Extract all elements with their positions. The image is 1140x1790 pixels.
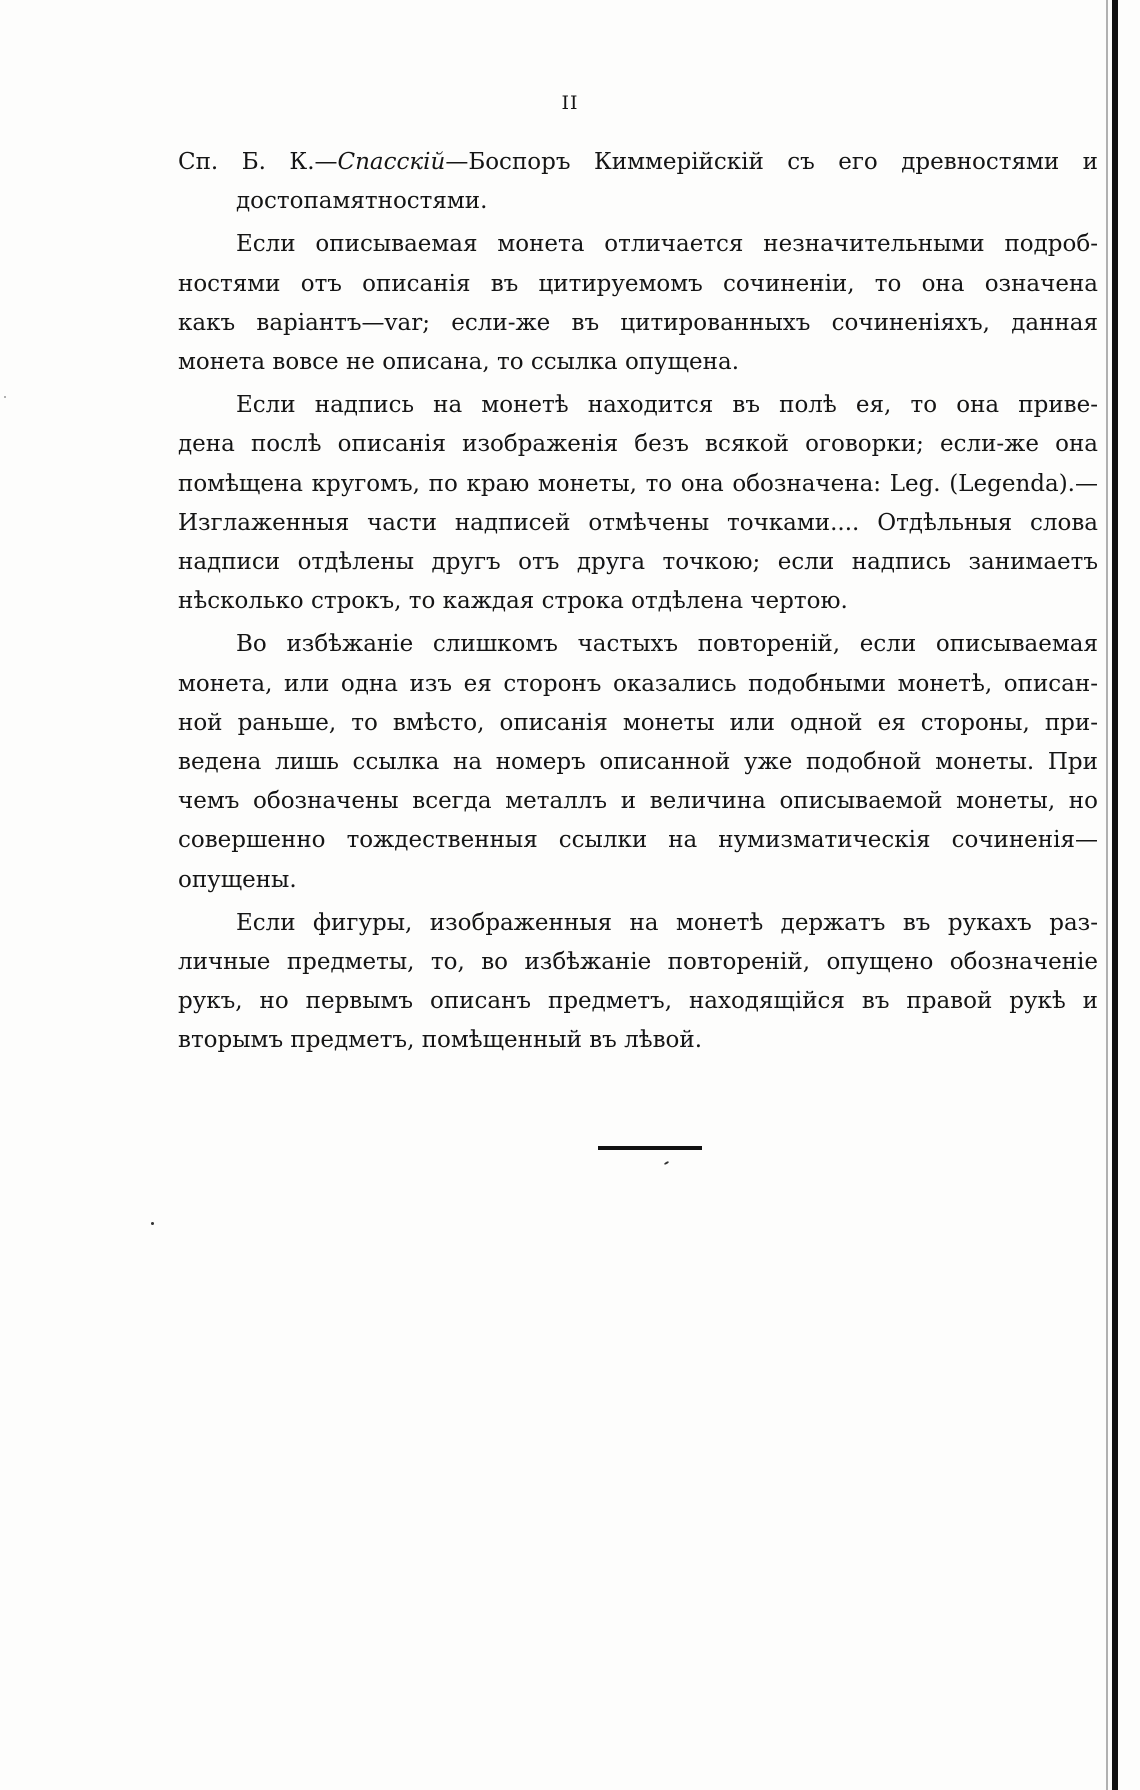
text-line: ведена лишь ссылка на номеръ описанной уже подобной монеты. При [178,749,1098,776]
text-line: Изглаженныя части надписей отмѣчены точками.... Отдѣльныя слова [178,509,1098,536]
text-line: надписи отдѣлены другъ отъ друга точкою; если надпись занимаетъ [178,549,1098,576]
paragraph [178,386,1098,621]
text-line: вторымъ предметъ, помѣщенный въ лѣвой. [178,1027,703,1054]
text-line: помѣщена кругомъ, по краю монеты, то она обозначена: Leg. (Legenda).— [178,470,1098,497]
text-line: Если описываемая монета отличается незначительными подроб- [236,231,1098,258]
page-number: II [561,92,579,114]
text-line: какъ варіантъ—var; если-же въ цитированныхъ сочиненіяхъ, данная [178,309,1098,336]
scan-speck [4,396,6,398]
paragraph [178,225,1098,382]
text-line: личные предметы, то, во избѣжаніе повтореній, опущено обозначеніе [178,949,1098,976]
scan-speck [664,1161,669,1165]
body-text [178,143,1098,1065]
page-edge-shadow [1106,0,1108,1790]
text-line: Во избѣжаніе слишкомъ частыхъ повтореній, если описываемая [236,631,1098,658]
text-line [178,143,1098,182]
text-line: чемъ обозначены всегда металлъ и величина описываемой монеты, но [178,788,1098,815]
section-end-rule [598,1146,702,1150]
page-edge [1112,0,1118,1790]
reference-abbreviation: Сп. Б. К.— [178,149,338,175]
paragraph [178,904,1098,1061]
text-line: совершенно тождественныя ссылки на нумизматическія сочиненія— [178,827,1098,854]
reference-title: —Боспоръ Киммерійскій съ его древностями и [445,149,1099,175]
text-line: достопамятностями. [236,188,488,215]
text-line: Если надпись на монетѣ находится въ полѣ ея, то она приве- [236,392,1098,419]
scan-speck [151,1222,154,1225]
text-line: ностями отъ описанія въ цитируемомъ сочиненіи, то она означена [178,270,1098,297]
text-line: нѣсколько строкъ, то каждая строка отдѣлена чертою. [178,588,848,615]
text-line: Если фигуры, изображенныя на монетѣ держатъ въ рукахъ раз- [236,909,1098,936]
reference-paragraph [178,143,1098,221]
text-line: монета вовсе не описана, то ссылка опущена. [178,349,740,376]
reference-author: Спасскій [337,149,446,175]
text-line: опущены. [178,866,297,893]
text-line: ной раньше, то вмѣсто, описанія монеты или одной ея стороны, при- [178,709,1098,736]
text-line: рукъ, но первымъ описанъ предметъ, находящійся въ правой рукѣ и [178,988,1098,1015]
text-line: монета, или одна изъ ея сторонъ оказались подобными монетѣ, описан- [178,670,1098,697]
paragraph [178,625,1098,899]
text-line: дена послѣ описанія изображенія безъ всякой оговорки; если-же она [178,431,1098,458]
